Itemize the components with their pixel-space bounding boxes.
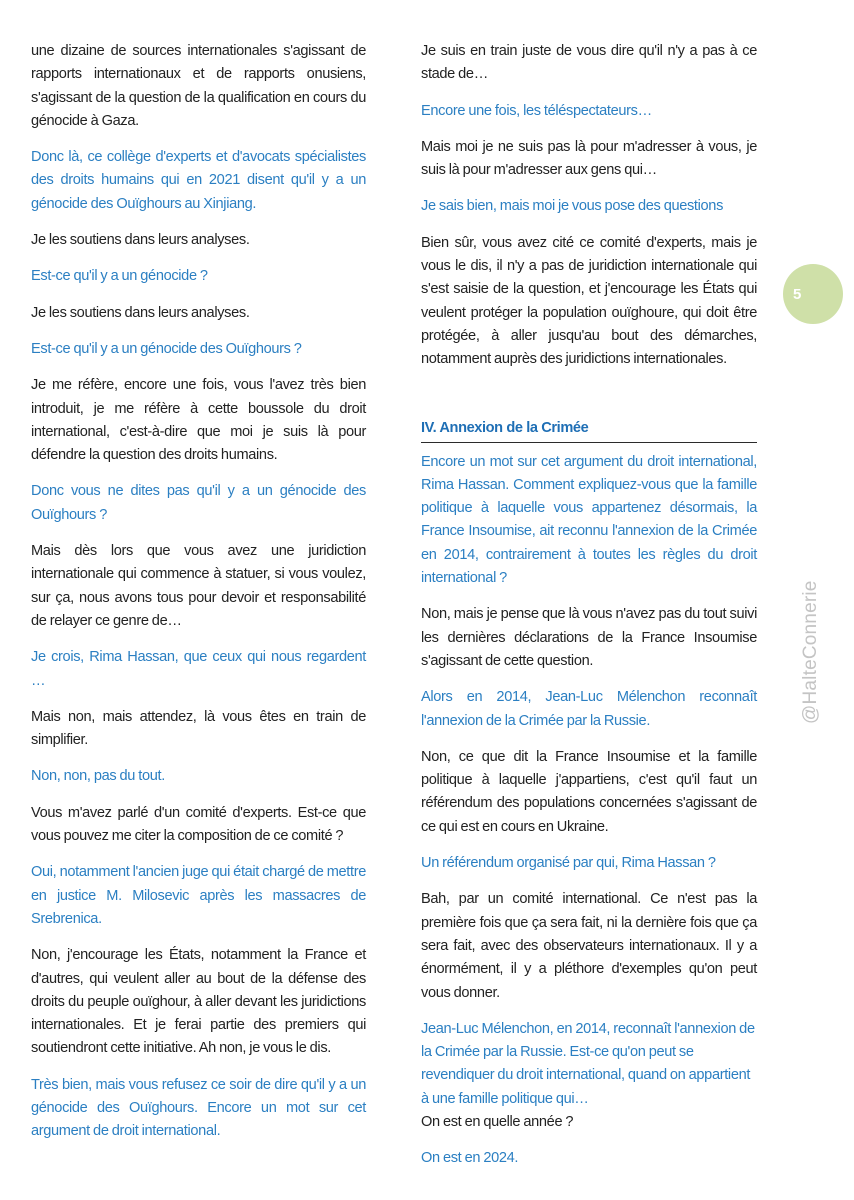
question-paragraph: Est-ce qu'il y a un génocide des Ouïghours ? (31, 340, 302, 357)
question-paragraph: Alors en 2014, Jean-Luc Mélenchon reconnaît l'annexion de la Crimée par la Russie. (421, 689, 757, 729)
answer-paragraph: Non, ce que dit la France Insoumise et la famille politique à laquelle j'appartiens, c'est qu'il faut un référendum des populations concernées s'agissant de ce qui est en cours en Ukraine. (421, 748, 757, 835)
question-paragraph: Encore un mot sur cet argument du droit international, Rima Hassan. Comment expliquez-vous que la famille politique à laquelle vous appartenez désormais, la France Insoumise, ait reconnu l'annexion de la Crimée en 2014, contrairement à toutes les règles du droit international ? (421, 453, 757, 587)
question-paragraph: On est en 2024. (421, 1150, 519, 1167)
answer-paragraph: une dizaine de sources internationales s'agissant de rapports internationaux et de rapports onusiens, s'agissant de la question de la qualification en cours du génocide à Gaza. (31, 43, 366, 129)
answer-paragraph: Bien sûr, vous avez cité ce comité d'experts, mais je vous le dis, il n'y a pas de juridiction internationale qui s'est saisie de la question, et j'encourage les États qui veulent protéger la population ouïghoure, qui doit être protégée, à aller jusqu'au bout des démarches, notamment auprès des juridictions internationales. (421, 234, 757, 368)
watermark-handle: @HalteConnerie (800, 580, 821, 724)
question-paragraph: Encore une fois, les téléspectateurs… (421, 102, 652, 119)
answer-paragraph: Non, j'encourage les États, notamment la France et d'autres, qui veulent aller au bout de la défense des droits du peuple ouïghour, à aller devant les juridictions internationales. Et je ferai partie des premiers qui soutiendront cette initiative. Ah non, je vous le dis. (31, 947, 366, 1057)
answer-paragraph: Mais dès lors que vous avez une juridiction internationale qui commence à statuer, si vous voulez, sur ça, nous avons tous pour devoir et responsabilité de relayer ce genre de… (31, 543, 366, 629)
question-paragraph: Très bien, mais vous refusez ce soir de dire qu'il y a un génocide des Ouïghours. Encore un mot sur cet argument de droit international. (31, 1076, 366, 1140)
question-paragraph: Oui, notamment l'ancien juge qui était chargé de mettre en justice M. Milosevic après les massacres de Srebrenica. (31, 864, 366, 927)
answer-paragraph: Bah, par un comité international. Ce n'est pas la première fois que ça sera fait, ni la dernière fois que ça sera fait, avec des observateurs internationaux. Il y a énormément, il y a pléthore d'exemples qu'on peut vous donner. (421, 891, 757, 1001)
question-paragraph: Je sais bien, mais moi je vous pose des questions (421, 198, 724, 215)
right-column (421, 40, 757, 1184)
answer-paragraph: Mais moi je ne suis pas là pour m'adresser à vous, je suis là pour m'adresser aux gens qui… (421, 138, 757, 179)
section-heading: IV. Annexion de la Crimée (421, 420, 757, 443)
question-paragraph: Je crois, Rima Hassan, que ceux qui nous regardent … (31, 649, 366, 689)
answer-paragraph: Mais non, mais attendez, là vous êtes en train de simplifier. (31, 708, 366, 749)
question-paragraph: Donc vous ne dites pas qu'il y a un génocide des Ouïghours ? (31, 483, 366, 523)
answer-paragraph: On est en quelle année ? (421, 1113, 574, 1130)
page-number-badge: 5 (783, 264, 843, 324)
question-paragraph: Non, non, pas du tout. (31, 768, 165, 785)
answer-paragraph: Je me réfère, encore une fois, vous l'avez très bien introduit, je me réfère à cette boussole du droit international, c'est-à-dire que moi je suis là pour défendre la question des droits humains. (31, 377, 366, 464)
question-paragraph: Jean-Luc Mélenchon, en 2014, reconnaît l'annexion de la Crimée par la Russie. Est-ce qu'on peut se revendiquer du droit international, quand on appartient à une famille politique qui… (421, 1020, 755, 1107)
answer-paragraph: Vous m'avez parlé d'un comité d'experts. Est-ce que vous pouvez me citer la composition de ce comité ? (31, 804, 366, 845)
question-paragraph: Un référendum organisé par qui, Rima Hassan ? (421, 855, 716, 872)
left-column (31, 40, 366, 1157)
answer-paragraph: Je les soutiens dans leurs analyses. (31, 304, 250, 321)
question-paragraph: Est-ce qu'il y a un génocide ? (31, 268, 208, 285)
answer-paragraph: Je suis en train juste de vous dire qu'il n'y a pas à ce stade de… (421, 43, 757, 83)
answer-paragraph: Non, mais je pense que là vous n'avez pas du tout suivi les dernières déclarations de la France Insoumise s'agissant de cette question. (421, 606, 757, 669)
answer-paragraph: Je les soutiens dans leurs analyses. (31, 232, 250, 249)
question-paragraph: Donc là, ce collège d'experts et d'avocats spécialistes des droits humains qui en 2021 disent qu'il y a un génocide des Ouïghours au Xinjiang. (31, 149, 366, 212)
